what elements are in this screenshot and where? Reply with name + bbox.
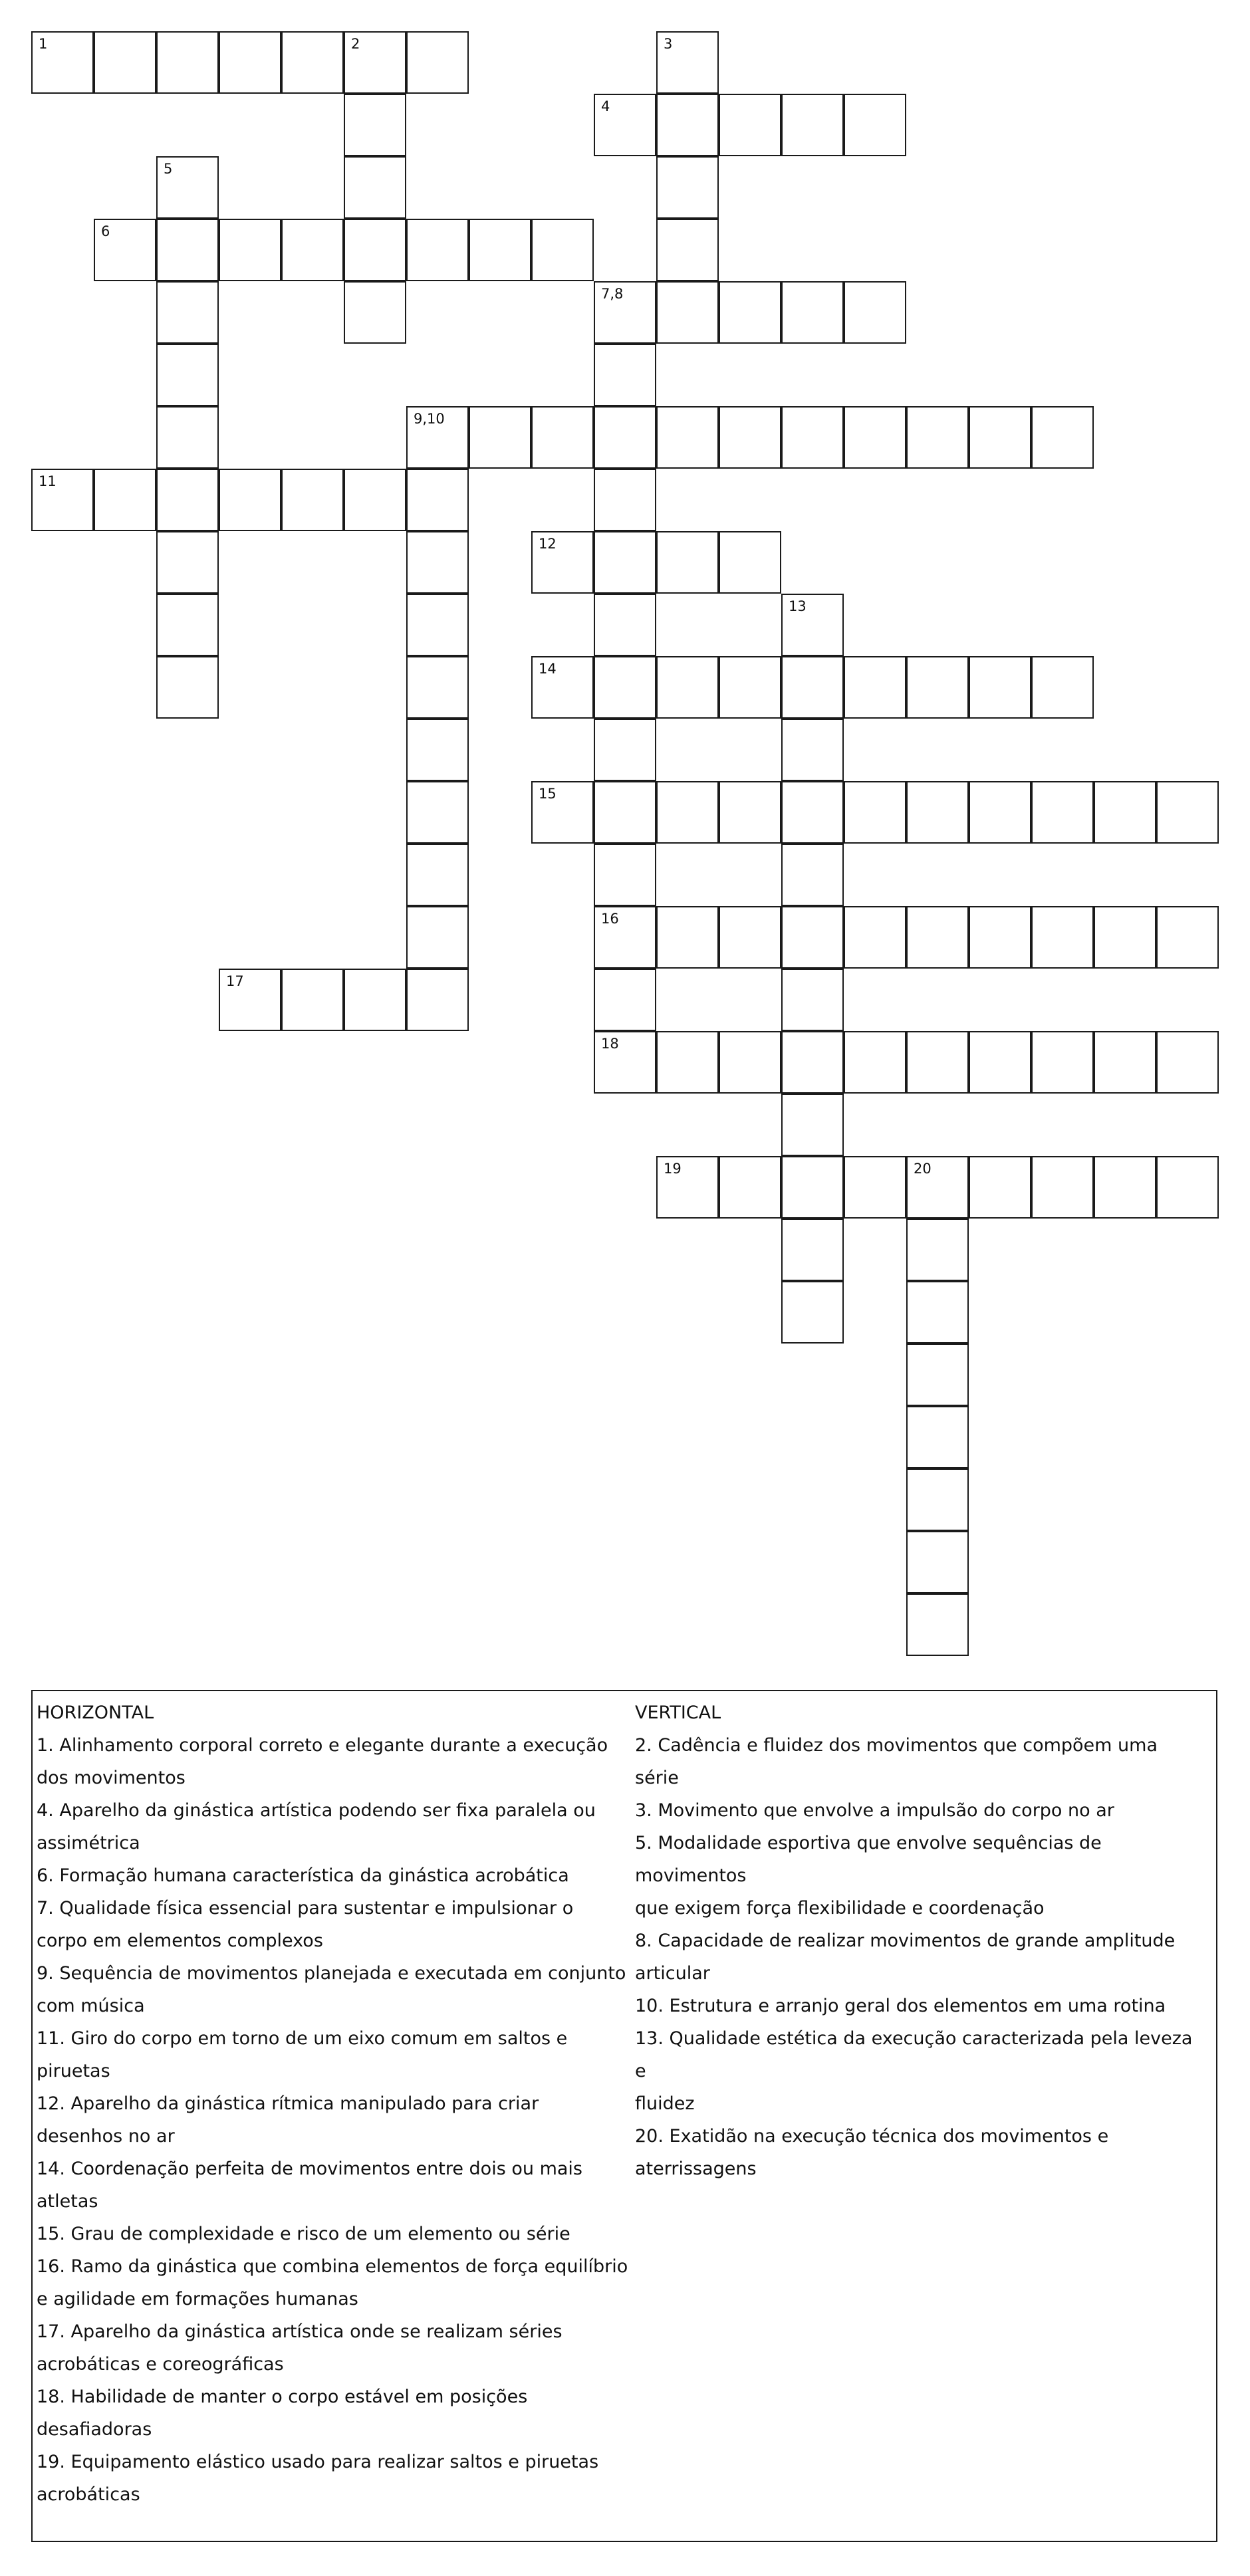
grid-cell[interactable] [156, 656, 219, 719]
vertical-clues [635, 1697, 1207, 2185]
grid-cell[interactable] [781, 94, 844, 156]
grid-cell-numbered[interactable] [906, 1156, 969, 1219]
clue-line: com música [37, 1996, 145, 2016]
grid-cell[interactable] [656, 406, 719, 469]
clue-number: 7,8 [601, 286, 624, 302]
grid-cell[interactable] [1156, 906, 1219, 969]
grid-cell-numbered[interactable] [31, 31, 94, 94]
clue-line: desenhos no ar [37, 2126, 175, 2147]
grid-cell[interactable] [281, 969, 344, 1031]
grid-cell[interactable] [1031, 1156, 1094, 1219]
clue-line: atletas [37, 2191, 98, 2212]
grid-cell-numbered[interactable] [594, 281, 656, 344]
clue-line: 8. Capacidade de realizar movimentos de grande amplitude [635, 1931, 1176, 1951]
clue-line: dos movimentos [37, 1768, 186, 1788]
grid-cell[interactable] [656, 906, 719, 969]
clue-line: assimétrica [37, 1833, 140, 1853]
clue-line: 19. Equipamento elástico usado para realizar saltos e piruetas [37, 2452, 599, 2472]
grid-cell[interactable] [656, 781, 719, 844]
grid-cell[interactable] [906, 1344, 969, 1406]
grid-cell[interactable] [1031, 781, 1094, 844]
grid-cell[interactable] [969, 781, 1031, 844]
grid-cell[interactable] [969, 1031, 1031, 1094]
grid-cell[interactable] [344, 219, 406, 281]
clue-line: que exigem força flexibilidade e coordenação [635, 1898, 1045, 1919]
grid-cell-numbered[interactable] [94, 219, 156, 281]
grid-cell-numbered[interactable] [531, 531, 594, 594]
grid-cell[interactable] [156, 531, 219, 594]
grid-cell[interactable] [906, 1468, 969, 1531]
grid-cell[interactable] [781, 656, 844, 719]
grid-cell[interactable] [406, 656, 469, 719]
grid-cell[interactable] [219, 31, 281, 94]
clue-number: 19 [664, 1161, 682, 1177]
grid-cell[interactable] [156, 406, 219, 469]
grid-cell[interactable] [969, 656, 1031, 719]
grid-cell[interactable] [1156, 781, 1219, 844]
clue-line: 13. Qualidade estética da execução caracterizada pela leveza e [635, 2028, 1193, 2081]
grid-cell[interactable] [781, 1031, 844, 1094]
horizontal-clues-title: HORIZONTAL [37, 1702, 154, 1723]
clue-line: articular [635, 1963, 710, 1984]
clue-line: 16. Ramo da ginástica que combina elementos de força equilíbrio [37, 2256, 628, 2277]
grid-cell[interactable] [844, 94, 906, 156]
grid-cell[interactable] [844, 656, 906, 719]
horizontal-clues [37, 1697, 628, 2511]
clue-number: 2 [351, 36, 360, 52]
grid-cell[interactable] [94, 469, 156, 531]
clue-line: corpo em elementos complexos [37, 1931, 323, 1951]
grid-cell[interactable] [219, 219, 281, 281]
grid-cell[interactable] [1094, 781, 1156, 844]
clue-line: 6. Formação humana característica da ginástica acrobática [37, 1865, 569, 1886]
grid-cell[interactable] [594, 344, 656, 406]
grid-cell[interactable] [594, 844, 656, 906]
grid-cell[interactable] [406, 469, 469, 531]
grid-cell[interactable] [781, 281, 844, 344]
clue-line: aterrissagens [635, 2159, 757, 2179]
grid-cell[interactable] [656, 656, 719, 719]
grid-cell[interactable] [594, 656, 656, 719]
grid-cell[interactable] [781, 406, 844, 469]
grid-cell[interactable] [969, 406, 1031, 469]
clue-line: 4. Aparelho da ginástica artística podendo ser fixa paralela ou [37, 1800, 596, 1821]
clue-line: 12. Aparelho da ginástica rítmica manipulado para criar [37, 2093, 539, 2114]
grid-cell[interactable] [344, 156, 406, 219]
grid-cell[interactable] [344, 469, 406, 531]
clue-line: e agilidade em formações humanas [37, 2289, 358, 2309]
grid-cell[interactable] [781, 1094, 844, 1156]
grid-cell[interactable] [406, 906, 469, 969]
clue-number: 11 [39, 473, 57, 489]
grid-cell[interactable] [844, 281, 906, 344]
grid-cell[interactable] [469, 406, 531, 469]
grid-cell[interactable] [844, 1031, 906, 1094]
grid-cell[interactable] [906, 1593, 969, 1656]
grid-cell[interactable] [406, 844, 469, 906]
grid-cell[interactable] [656, 1031, 719, 1094]
grid-cell[interactable] [1031, 906, 1094, 969]
grid-cell[interactable] [94, 31, 156, 94]
grid-cell[interactable] [656, 219, 719, 281]
clue-number: 20 [914, 1161, 932, 1177]
grid-cell[interactable] [594, 531, 656, 594]
grid-cell[interactable] [406, 219, 469, 281]
grid-cell[interactable] [906, 1031, 969, 1094]
vertical-clues-title: VERTICAL [635, 1702, 721, 1723]
clue-number: 1 [39, 36, 48, 52]
grid-cell[interactable] [156, 469, 219, 531]
clue-line: 18. Habilidade de manter o corpo estável em posições [37, 2387, 528, 2407]
grid-cell[interactable] [1156, 1031, 1219, 1094]
grid-cell[interactable] [156, 219, 219, 281]
grid-cell[interactable] [281, 469, 344, 531]
grid-cell[interactable] [656, 94, 719, 156]
clue-number: 3 [664, 36, 673, 52]
grid-cell[interactable] [594, 469, 656, 531]
grid-cell[interactable] [844, 906, 906, 969]
clue-number: 14 [539, 661, 557, 677]
grid-cell[interactable] [1031, 406, 1094, 469]
grid-cell[interactable] [594, 719, 656, 781]
clue-line: 14. Coordenação perfeita de movimentos entre dois ou mais [37, 2159, 582, 2179]
clue-line: 1. Alinhamento corporal correto e elegante durante a execução [37, 1735, 608, 1756]
grid-cell[interactable] [969, 906, 1031, 969]
grid-cell[interactable] [406, 531, 469, 594]
grid-cell-numbered[interactable] [406, 406, 469, 469]
grid-cell-numbered[interactable] [344, 31, 406, 94]
clue-number: 15 [539, 786, 557, 802]
grid-cell[interactable] [594, 969, 656, 1031]
grid-cell[interactable] [406, 594, 469, 656]
grid-cell[interactable] [344, 94, 406, 156]
clue-number: 4 [601, 98, 610, 114]
grid-cell[interactable] [781, 1156, 844, 1219]
clue-line: 7. Qualidade física essencial para sustentar e impulsionar o [37, 1898, 574, 1919]
grid-cell[interactable] [844, 1156, 906, 1219]
grid-cell[interactable] [156, 31, 219, 94]
grid-cell[interactable] [719, 531, 781, 594]
grid-cell[interactable] [781, 906, 844, 969]
grid-cell[interactable] [281, 219, 344, 281]
clues-box [31, 1690, 1217, 2542]
grid-cell[interactable] [156, 281, 219, 344]
grid-cell-numbered[interactable] [656, 31, 719, 94]
grid-cell-numbered[interactable] [531, 781, 594, 844]
grid-cell[interactable] [1031, 656, 1094, 719]
grid-cell[interactable] [906, 781, 969, 844]
grid-cell[interactable] [281, 31, 344, 94]
clue-line: acrobáticas e coreográficas [37, 2354, 284, 2375]
clue-number: 17 [226, 973, 244, 989]
grid-cell[interactable] [469, 219, 531, 281]
grid-cell[interactable] [219, 469, 281, 531]
grid-cell[interactable] [844, 406, 906, 469]
grid-cell[interactable] [781, 844, 844, 906]
grid-cell[interactable] [906, 406, 969, 469]
clue-line: 2. Cadência e fluidez dos movimentos que compõem uma série [635, 1735, 1158, 1788]
clue-number: 6 [101, 223, 110, 239]
clue-line: fluidez [635, 2093, 695, 2114]
grid-cell[interactable] [156, 344, 219, 406]
grid-cell[interactable] [1094, 906, 1156, 969]
grid-cell[interactable] [531, 219, 594, 281]
grid-cell[interactable] [719, 1031, 781, 1094]
grid-cell[interactable] [594, 594, 656, 656]
grid-cell[interactable] [1156, 1156, 1219, 1219]
grid-cell[interactable] [594, 406, 656, 469]
clue-line: 9. Sequência de movimentos planejada e executada em conjunto [37, 1963, 626, 1984]
grid-cell[interactable] [406, 969, 469, 1031]
grid-cell[interactable] [719, 656, 781, 719]
grid-cell-numbered[interactable] [594, 94, 656, 156]
grid-cell[interactable] [906, 906, 969, 969]
grid-cell-numbered[interactable] [156, 156, 219, 219]
grid-cell-numbered[interactable] [594, 1031, 656, 1094]
grid-cell[interactable] [406, 781, 469, 844]
grid-cell[interactable] [969, 1156, 1031, 1219]
grid-cell[interactable] [156, 594, 219, 656]
grid-cell[interactable] [531, 406, 594, 469]
clue-number: 5 [164, 161, 173, 177]
grid-cell[interactable] [656, 281, 719, 344]
grid-cell[interactable] [1031, 1031, 1094, 1094]
grid-cell[interactable] [781, 1281, 844, 1344]
clue-line: 5. Modalidade esportiva que envolve sequências de movimentos [635, 1833, 1102, 1886]
grid-cell[interactable] [1094, 1031, 1156, 1094]
clue-line: piruetas [37, 2061, 110, 2081]
grid-cell[interactable] [656, 531, 719, 594]
grid-cell[interactable] [719, 906, 781, 969]
clue-line: 3. Movimento que envolve a impulsão do corpo no ar [635, 1800, 1114, 1821]
clue-line: desafiadoras [37, 2419, 152, 2440]
grid-cell[interactable] [844, 781, 906, 844]
grid-cell-numbered[interactable] [656, 1156, 719, 1219]
grid-cell[interactable] [781, 781, 844, 844]
grid-cell-numbered[interactable] [594, 906, 656, 969]
grid-cell[interactable] [344, 969, 406, 1031]
grid-cell[interactable] [906, 1281, 969, 1344]
grid-cell[interactable] [594, 781, 656, 844]
grid-cell[interactable] [719, 781, 781, 844]
grid-cell[interactable] [906, 656, 969, 719]
grid-cell[interactable] [906, 1531, 969, 1593]
grid-cell[interactable] [656, 156, 719, 219]
grid-cell[interactable] [719, 281, 781, 344]
grid-cell-numbered[interactable] [531, 656, 594, 719]
clue-line: 15. Grau de complexidade e risco de um elemento ou série [37, 2224, 570, 2244]
clue-line: 10. Estrutura e arranjo geral dos elementos em uma rotina [635, 1996, 1166, 2016]
grid-cell[interactable] [906, 1406, 969, 1468]
grid-cell[interactable] [719, 1156, 781, 1219]
grid-cell[interactable] [906, 1219, 969, 1281]
clue-line: acrobáticas [37, 2484, 140, 2505]
clue-number: 9,10 [414, 411, 445, 427]
grid-cell[interactable] [719, 406, 781, 469]
clue-number: 18 [601, 1036, 619, 1052]
clue-number: 13 [789, 598, 807, 614]
grid-cell[interactable] [719, 94, 781, 156]
grid-cell[interactable] [406, 31, 469, 94]
clue-line: 11. Giro do corpo em torno de um eixo comum em saltos e [37, 2028, 568, 2049]
grid-cell[interactable] [344, 281, 406, 344]
grid-cell[interactable] [1094, 1156, 1156, 1219]
clue-number: 12 [539, 536, 557, 552]
grid-cell-numbered[interactable] [31, 469, 94, 531]
grid-cell[interactable] [781, 719, 844, 781]
grid-cell-numbered[interactable] [219, 969, 281, 1031]
clue-number: 16 [601, 911, 619, 927]
clue-line: 17. Aparelho da ginástica artística onde se realizam séries [37, 2321, 562, 2342]
grid-cell[interactable] [781, 1219, 844, 1281]
grid-cell[interactable] [781, 969, 844, 1031]
grid-cell[interactable] [406, 719, 469, 781]
grid-cell-numbered[interactable] [781, 594, 844, 656]
clue-line: 20. Exatidão na execução técnica dos movimentos e [635, 2126, 1109, 2147]
